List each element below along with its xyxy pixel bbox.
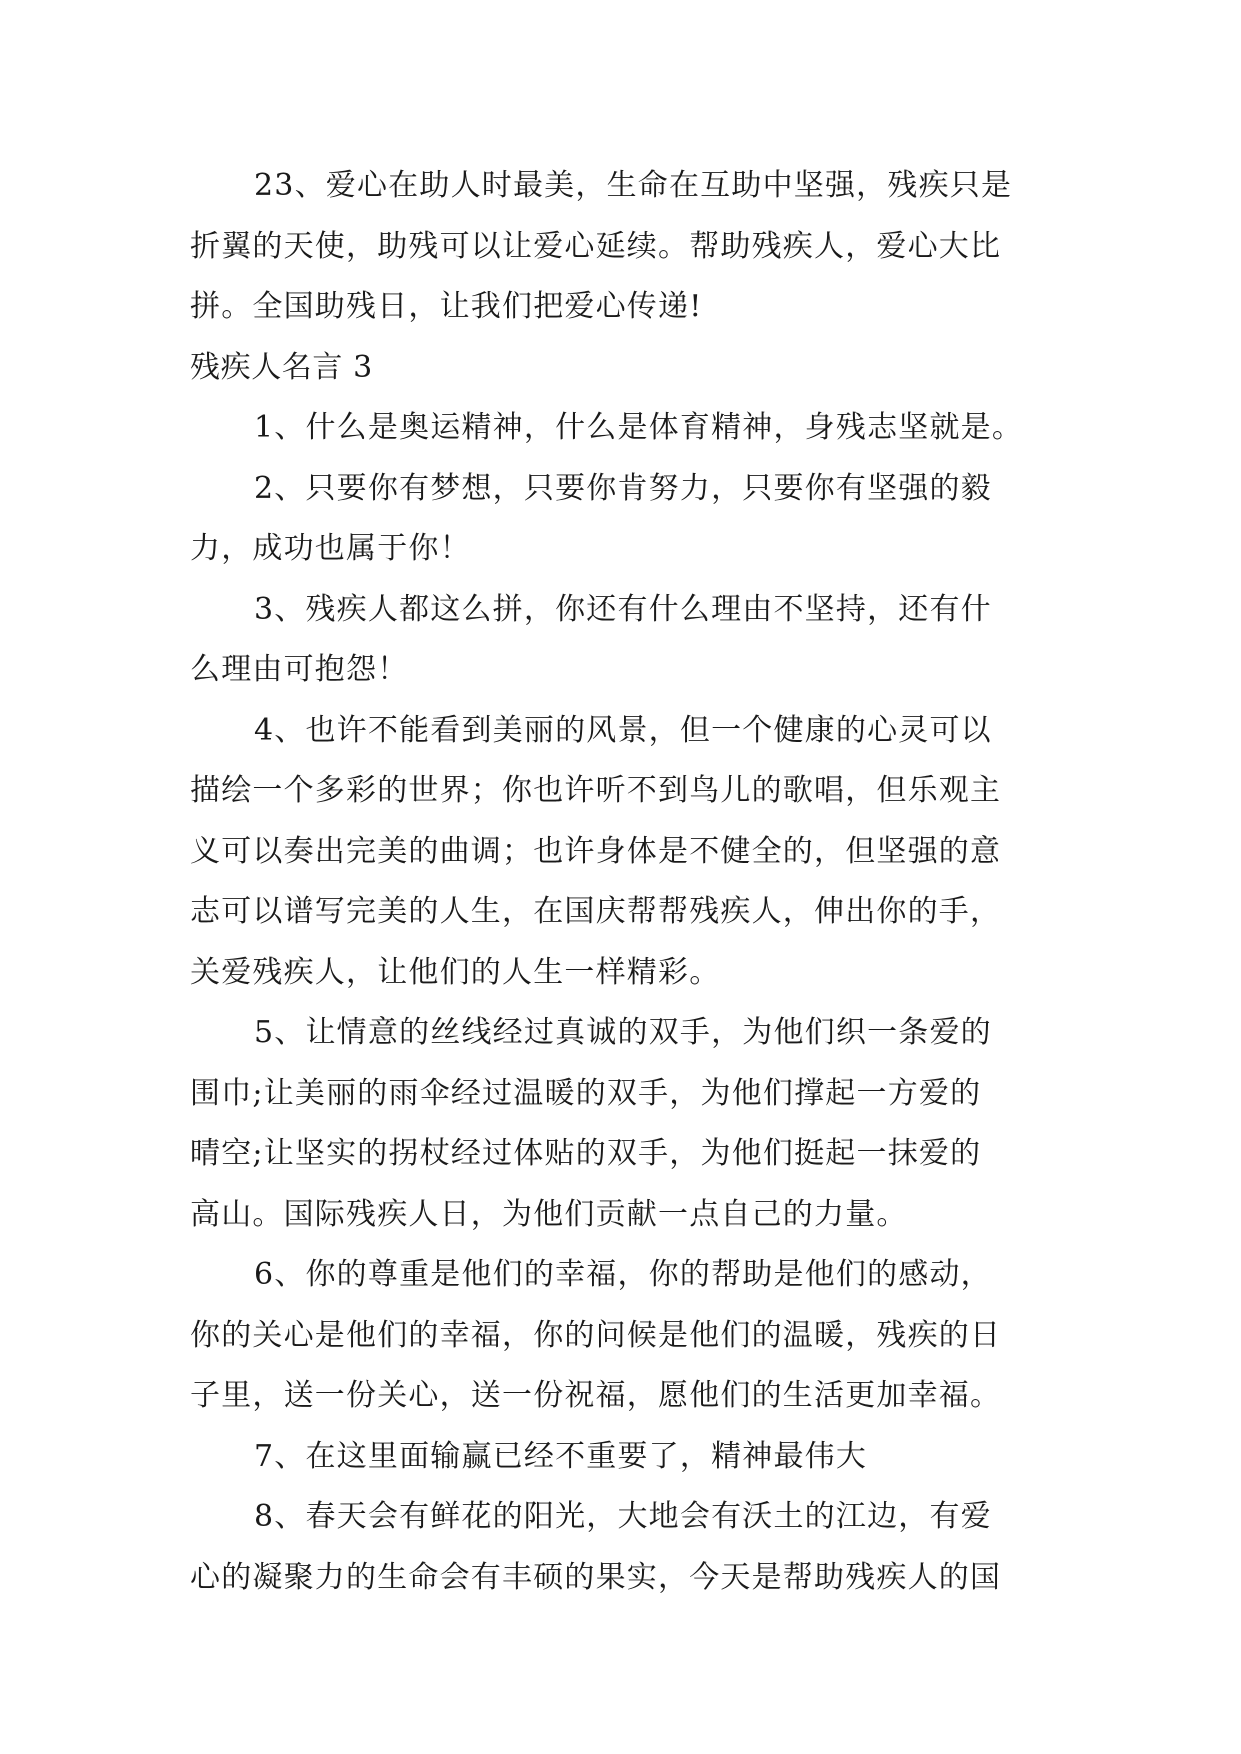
paragraph-6-line-3: 子里，送一份关心，送一份祝福，愿他们的生活更加幸福。 xyxy=(190,1378,1002,1413)
section-heading: 残疾人名言 3 xyxy=(190,349,373,385)
paragraph-4-line-4: 志可以谱写完美的人生，在国庆帮帮残疾人，伸出你的手， xyxy=(190,894,1002,929)
paragraph-3-line-1: 3、残疾人都这么拼，你还有什么理由不坚持，还有什 xyxy=(254,591,992,627)
paragraph-3-line-2: 么理由可抱怨！ xyxy=(190,652,409,687)
paragraph-2-line-1: 2、只要你有梦想，只要你肯努力，只要你有坚强的毅 xyxy=(254,470,992,506)
paragraph-8-line-1: 8、春天会有鲜花的阳光，大地会有沃土的江边，有爱 xyxy=(254,1499,992,1534)
document-body xyxy=(190,156,1070,1608)
paragraph-1-line-1: 1、什么是奥运精神，什么是体育精神，身残志坚就是。 xyxy=(254,410,1024,445)
paragraph-5-line-4: 高山。国际残疾人日，为他们贡献一点自己的力量。 xyxy=(190,1196,908,1232)
paragraph-6-line-1: 6、你的尊重是他们的幸福，你的帮助是他们的感动， xyxy=(254,1257,992,1292)
paragraph-8-line-2: 心的凝聚力的生命会有丰硕的果实，今天是帮助残疾人的国 xyxy=(190,1559,1002,1595)
paragraph-5-line-2: 围巾;让美丽的雨伞经过温暖的双手，为他们撑起一方爱的 xyxy=(190,1075,982,1111)
paragraph-7-line-1: 7、在这里面输赢已经不重要了，精神最伟大 xyxy=(254,1438,868,1474)
paragraph-4-line-5: 关爱残疾人，让他们的人生一样精彩。 xyxy=(190,954,721,990)
paragraph-5-line-3: 晴空;让坚实的拐杖经过体贴的双手，为他们挺起一抹爱的 xyxy=(190,1136,982,1171)
paragraph-4-line-2: 描绘一个多彩的世界；你也许听不到鸟儿的歌唱，但乐观主 xyxy=(190,773,1002,808)
paragraph-6-line-2: 你的关心是他们的幸福，你的问候是他们的温暖，残疾的日 xyxy=(190,1317,1002,1353)
paragraph-23-line-1: 23、爱心在助人时最美，生命在互助中坚强，残疾只是 xyxy=(254,168,1013,203)
paragraph-4-line-1: 4、也许不能看到美丽的风景，但一个健康的心灵可以 xyxy=(254,712,992,748)
paragraph-5-line-1: 5、让情意的丝线经过真诚的双手，为他们织一条爱的 xyxy=(254,1015,992,1050)
paragraph-23-line-2: 折翼的天使，助残可以让爱心延续。帮助残疾人，爱心大比 xyxy=(190,228,1002,264)
paragraph-4-line-3: 义可以奏出完美的曲调；也许身体是不健全的，但坚强的意 xyxy=(190,833,1002,869)
paragraph-23-line-3: 拼。全国助残日，让我们把爱心传递! xyxy=(190,289,703,324)
paragraph-2-line-2: 力，成功也属于你！ xyxy=(190,531,471,566)
